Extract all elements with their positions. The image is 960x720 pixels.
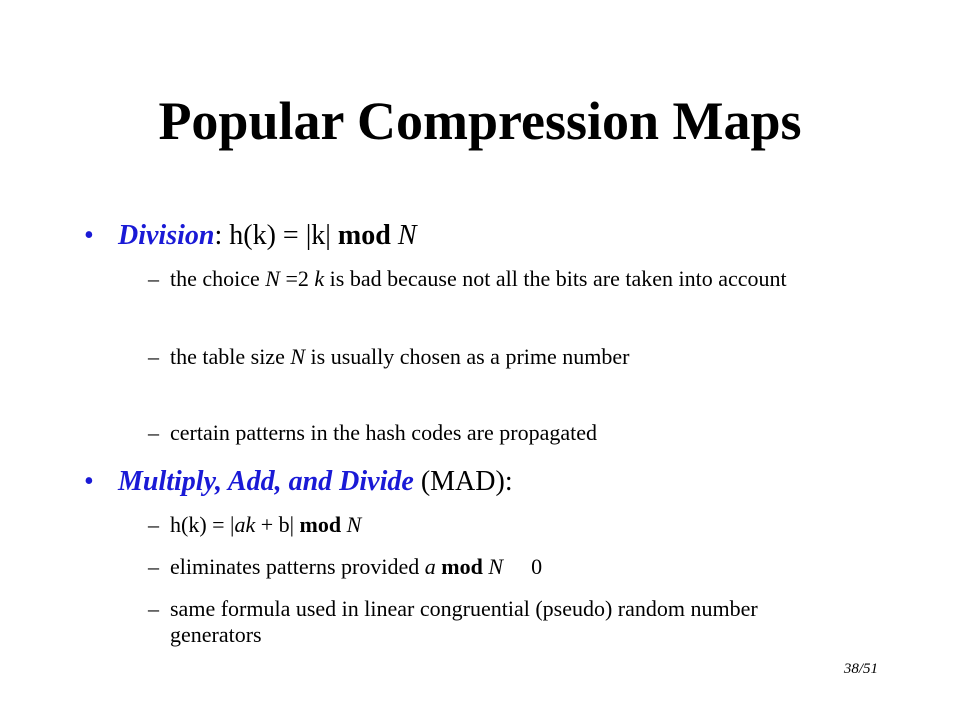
bullet-division-text: Division: h(k) = |k| mod N [118, 220, 417, 251]
sub-item-text: certain patterns in the hash codes are propagated [170, 420, 597, 445]
sub-item-text: same formula used in linear congruential (pseudo) random number generators [170, 596, 758, 647]
page-number: 38/51 [843, 661, 878, 677]
slide-title: Popular Compression Maps [158, 91, 802, 151]
term-division: Division [118, 220, 215, 251]
sub-item-text: eliminates patterns provided a mod N   0 [170, 554, 543, 579]
dash-icon: – [148, 420, 159, 445]
dash-icon: – [148, 266, 159, 291]
dash-icon: – [148, 344, 159, 369]
sub-item-text: h(k) = |ak + b| mod N [170, 512, 362, 537]
bullet-icon: • [84, 220, 94, 251]
dash-icon: – [148, 596, 159, 621]
dash-icon: – [148, 554, 159, 579]
term-mad: Multiply, Add, and Divide [118, 466, 414, 497]
bullet-icon: • [84, 466, 94, 497]
bullet-mad-text: Multiply, Add, and Divide (MAD): [118, 466, 513, 497]
sub-item-text: the table size N is usually chosen as a prime number [170, 344, 630, 369]
sub-item-text: the choice N =2 k is bad because not all the bits are taken into account [170, 266, 787, 291]
dash-icon: – [148, 512, 159, 537]
